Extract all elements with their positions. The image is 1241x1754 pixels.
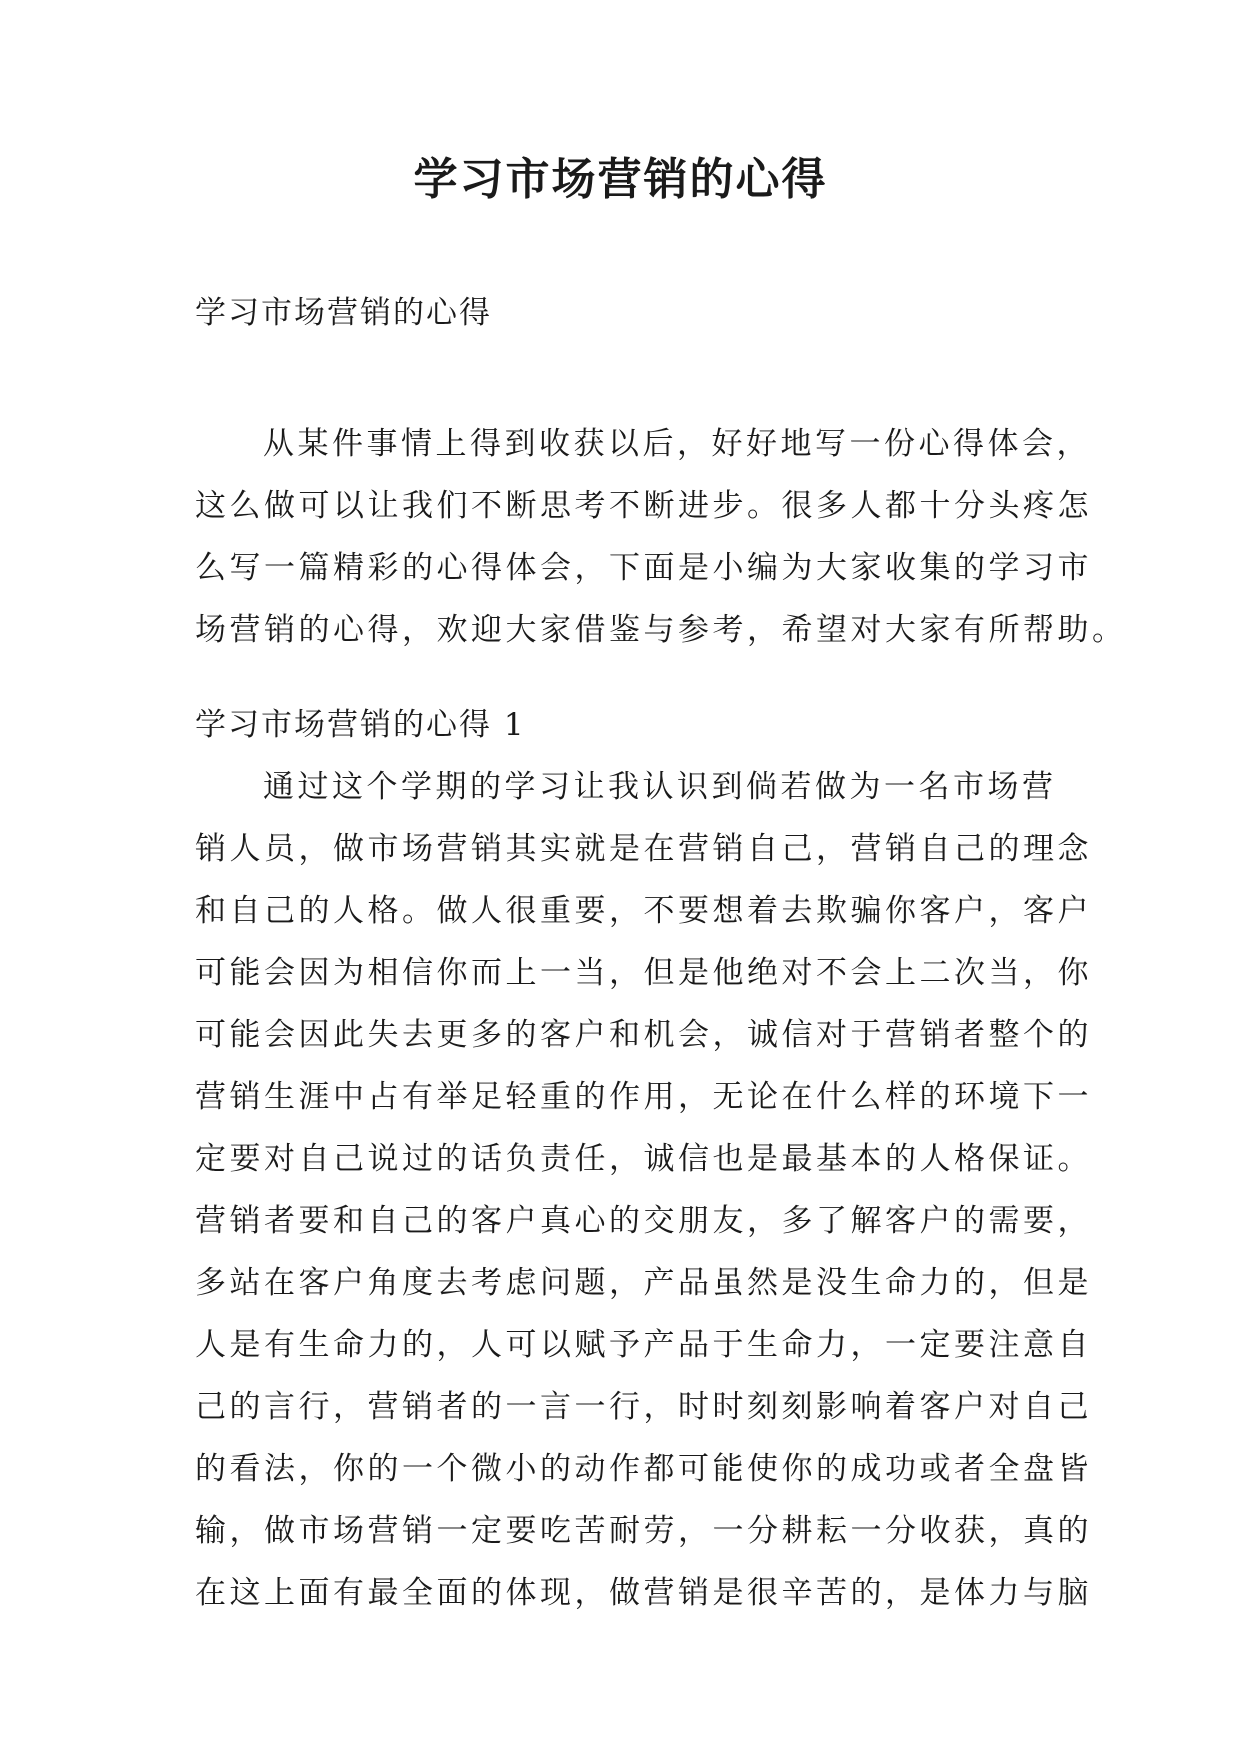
section-heading: 学习市场营销的心得 1 (195, 707, 526, 743)
document-subtitle: 学习市场营销的心得 (195, 295, 492, 331)
intro-line: 从某件事情上得到收获以后，好好地写一份心得体会， (263, 426, 1091, 462)
document-title: 学习市场营销的心得 (413, 154, 828, 205)
intro-line: 这么做可以让我们不断思考不断进步。很多人都十分头疼怎 (195, 488, 1092, 524)
intro-line: 场营销的心得，欢迎大家借鉴与参考，希望对大家有所帮助。 (195, 612, 1127, 648)
body-paragraph (195, 756, 1092, 1624)
body-line: 和自己的人格。做人很重要，不要想着去欺骗你客户，客户 (195, 893, 1092, 929)
body-line: 己的言行，营销者的一言一行，时时刻刻影响着客户对自己 (195, 1389, 1092, 1425)
body-line: 多站在客户角度去考虑问题，产品虽然是没生命力的，但是 (195, 1265, 1092, 1301)
body-line: 输，做市场营销一定要吃苦耐劳，一分耕耘一分收获，真的 (195, 1513, 1092, 1549)
body-line: 营销者要和自己的客户真心的交朋友，多了解客户的需要， (195, 1203, 1092, 1239)
body-line: 在这上面有最全面的体现，做营销是很辛苦的，是体力与脑 (195, 1575, 1092, 1611)
body-line: 定要对自己说过的话负责任，诚信也是最基本的人格保证。 (195, 1141, 1092, 1177)
body-line: 营销生涯中占有举足轻重的作用，无论在什么样的环境下一 (195, 1079, 1092, 1115)
intro-line: 么写一篇精彩的心得体会，下面是小编为大家收集的学习市 (195, 550, 1092, 586)
body-line: 人是有生命力的，人可以赋予产品于生命力，一定要注意自 (195, 1327, 1092, 1363)
body-line: 销人员，做市场营销其实就是在营销自己，营销自己的理念 (195, 831, 1092, 867)
body-line: 的看法，你的一个微小的动作都可能使你的成功或者全盘皆 (195, 1451, 1092, 1487)
body-line: 通过这个学期的学习让我认识到倘若做为一名市场营 (263, 769, 1057, 805)
body-line: 可能会因此失去更多的客户和机会，诚信对于营销者整个的 (195, 1017, 1092, 1053)
body-line: 可能会因为相信你而上一当，但是他绝对不会上二次当，你 (195, 955, 1092, 991)
intro-paragraph (195, 413, 1127, 661)
